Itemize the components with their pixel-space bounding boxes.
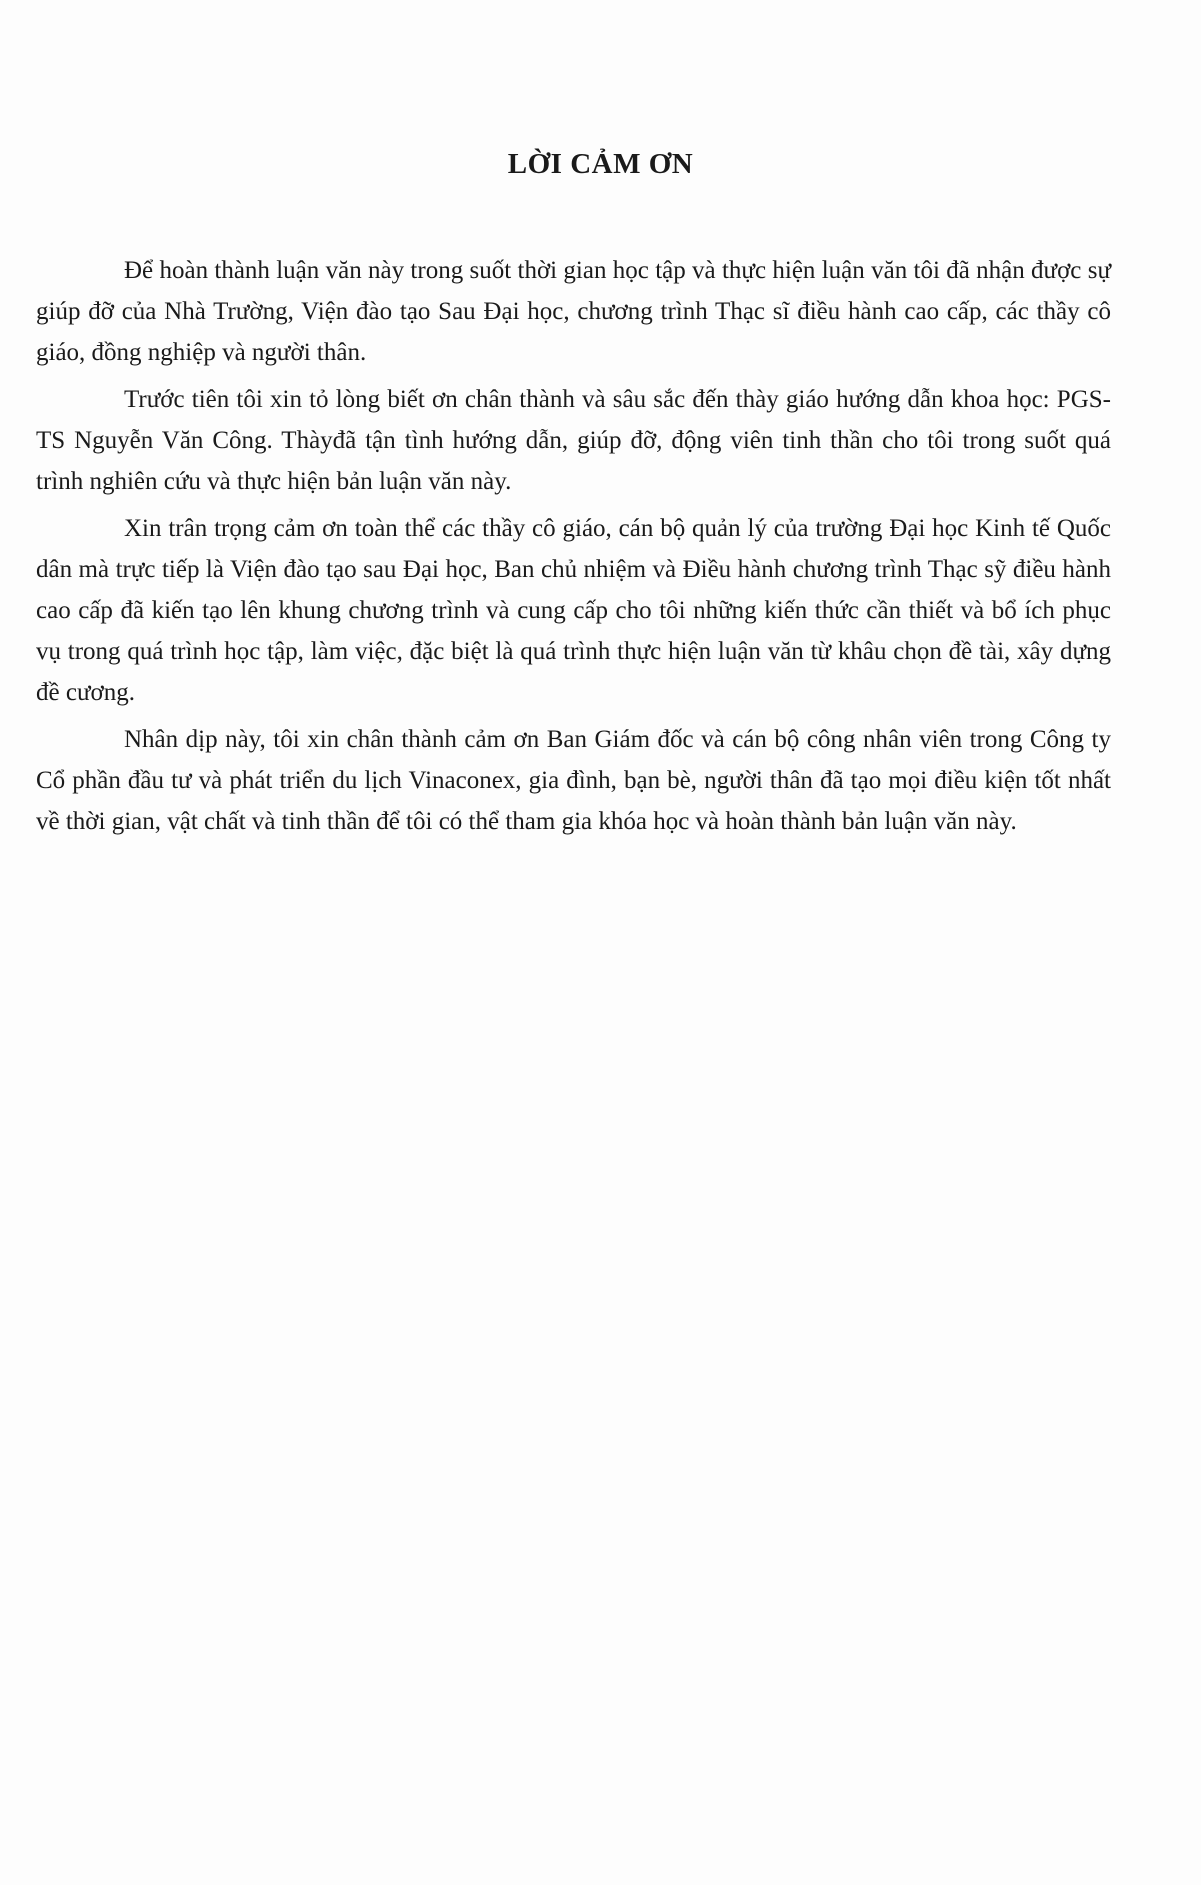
page-title: LỜI CẢM ƠN [507,148,694,180]
document-body [36,250,1111,848]
paragraph-1: Để hoàn thành luận văn này trong suốt thời gian học tập và thực hiện luận văn tôi đã nhận được sự giúp đỡ của Nhà Trường, Viện đào tạo Sau Đại học, chương trình Thạc sĩ điều hành cao cấp, các thầy cô giáo, đồng nghiệp và người thân. [36,257,1111,366]
paragraph-4: Nhân dịp này, tôi xin chân thành cảm ơn Ban Giám đốc và cán bộ công nhân viên trong Công ty Cổ phần đầu tư và phát triển du lịch Vinaconex, gia đình, bạn bè, người thân đã tạo mọi điều kiện tốt nhất về thời gian, vật chất và tinh thần để tôi có thể tham gia khóa học và hoàn thành bản luận văn này. [36,726,1111,835]
paragraph-3: Xin trân trọng cảm ơn toàn thể các thầy cô giáo, cán bộ quản lý của trường Đại học Kinh tế Quốc dân mà trực tiếp là Viện đào tạo sau Đại học, Ban chủ nhiệm và Điều hành chương trình Thạc sỹ điều hành cao cấp đã kiến tạo lên khung chương trình và cung cấp cho tôi những kiến thức cần thiết và bổ ích phục vụ trong quá trình học tập, làm việc, đặc biệt là quá trình thực hiện luận văn từ khâu chọn đề tài, xây dựng đề cương. [36,515,1111,706]
paragraph-2: Trước tiên tôi xin tỏ lòng biết ơn chân thành và sâu sắc đến thày giáo hướng dẫn khoa học: PGS-TS Nguyễn Văn Công. Thàyđã tận tình hướng dẫn, giúp đỡ, động viên tinh thần cho tôi trong suốt quá trình nghiên cứu và thực hiện bản luận văn này. [36,386,1111,495]
